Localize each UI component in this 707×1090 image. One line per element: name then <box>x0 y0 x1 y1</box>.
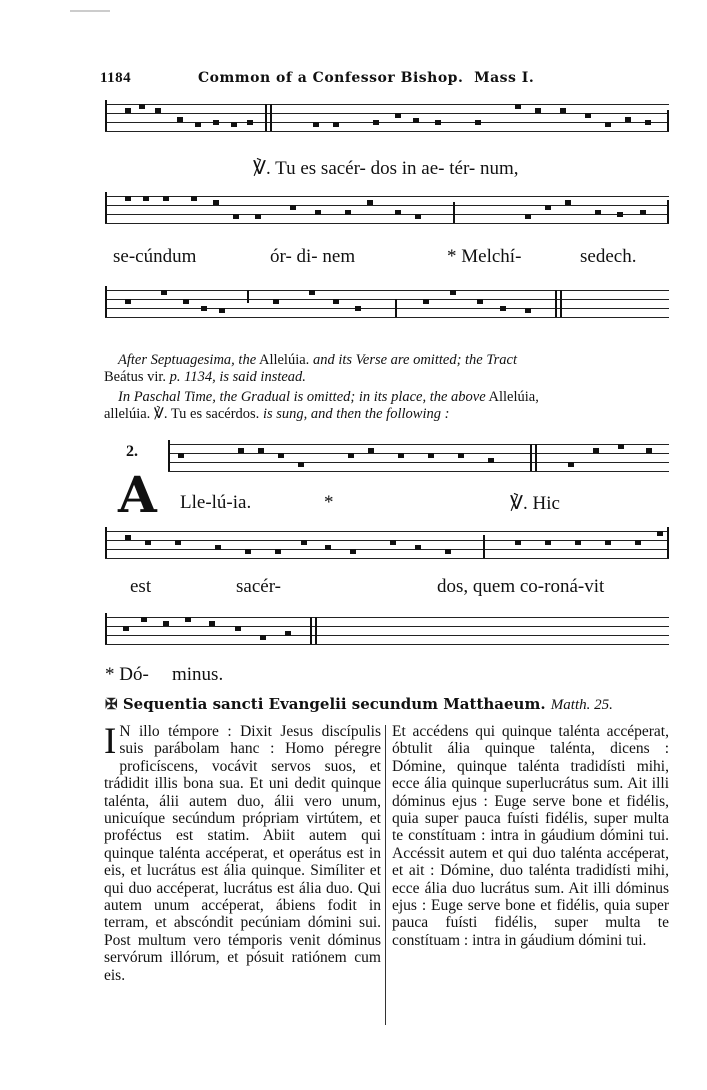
lyric-sacer: sacér- <box>236 576 281 597</box>
gospel-column-left <box>104 723 381 984</box>
chant-staff-2 <box>105 192 669 232</box>
gospel-text-left: N illo témpore : Dixit Jesus discípulis suis parábolam hanc : Homo péregre proficíscens, vocávit servos suos, et trádidit illis bona sua. Et uni dedit quinque talénta, álii autem duo, álii vero unum, unicuíque secúndum própriam virtútem, et proféctus est statim. Abiit autem qui quinque talénta accéperat, et operátus est in eis, et lucrátus est ália quinque. Simíliter et qui duo accéperat, lucrátus est ália duo. Qui autem unum accéperat, ábiens fodit in terram, et abscóndit pecúniam dómini sui. Post multum vero témporis venit dóminus servórum illórum, et pósuit ratiónem cum eis. <box>104 723 381 984</box>
lyric-line-2a: se-cúndum <box>113 246 197 267</box>
chant-staff-6 <box>105 613 669 653</box>
gospel-heading <box>105 695 613 714</box>
chant-initial: A <box>118 465 157 524</box>
chant-staff-3 <box>105 286 669 326</box>
lyric-domi: * Dó- <box>105 664 149 685</box>
lyric-est: est <box>130 576 152 597</box>
page-title <box>198 70 534 86</box>
chant-staff-1 <box>105 100 669 140</box>
lyric-line-1: ℣. Tu es sacér- dos in ae- tér- num, <box>253 158 519 179</box>
rubric-septuagesima: After Septuagesima, the Allelúia. and its Verse are omitted; the Tract Beátus vir. p. 1134, is said instead. <box>104 352 517 385</box>
section-title: Common of a Confessor Bishop. <box>198 70 464 86</box>
gospel-reference: Matth. 25. <box>550 697 613 713</box>
chant-number: 2. <box>126 443 138 460</box>
gospel-title: Sequentia sancti Evangelii secundum Matthaeum. <box>122 695 546 713</box>
cross-icon: ✠ <box>105 695 118 713</box>
lyric-line-2d: sedech. <box>580 246 637 267</box>
scan-speck <box>70 10 110 12</box>
chant-staff-5 <box>105 527 669 567</box>
lyric-alleluia: Lle-lú-ia. <box>180 492 252 513</box>
mass-label: Mass I. <box>474 70 535 86</box>
gospel-text-right: Et accédens qui quinque talénta accéperat, óbtulit ália quinque talénta, dicens : Dómine, quinque talénta tradidísti mihi, ecce ália quinque superlucrátus sum. Ait illi dóminus ejus : Euge serve bone et fidélis, quia super pauca fuísti fidélis, super multa te constítuam : intra in gáudium dómini tui. Accéssit autem et qui duo talénta accéperat, et ait : Dómine, duo talénta tradidísti mihi, ecce ália duo lucrátus sum. Ait illi dóminus ejus : Euge serve bone et fidélis, quia super pauca fuísti fidélis, super multa te constítuam : intra in gáudium dómini tui. <box>392 723 669 949</box>
lyric-asterisk: * <box>324 492 334 513</box>
lyric-line-2b: ór- di- nem <box>270 246 356 267</box>
rubric-paschal-time: In Paschal Time, the Gradual is omitted; in its place, the above Allelúia, allelúia. ℣. Tu es sacérdos. is sung, and then the following : <box>104 389 539 422</box>
lyric-verse-hic: ℣. Hic <box>510 493 560 514</box>
page-number: 1184 <box>100 70 132 86</box>
chant-staff-4 <box>168 440 669 480</box>
column-divider <box>385 725 386 1025</box>
lyric-dos-quem: dos, quem co-roná-vit <box>437 576 605 597</box>
lyric-nus: minus. <box>172 664 224 685</box>
lyric-line-2c: * Melchí- <box>447 246 522 267</box>
drop-cap: I <box>104 721 117 762</box>
gospel-column-right <box>392 723 669 949</box>
